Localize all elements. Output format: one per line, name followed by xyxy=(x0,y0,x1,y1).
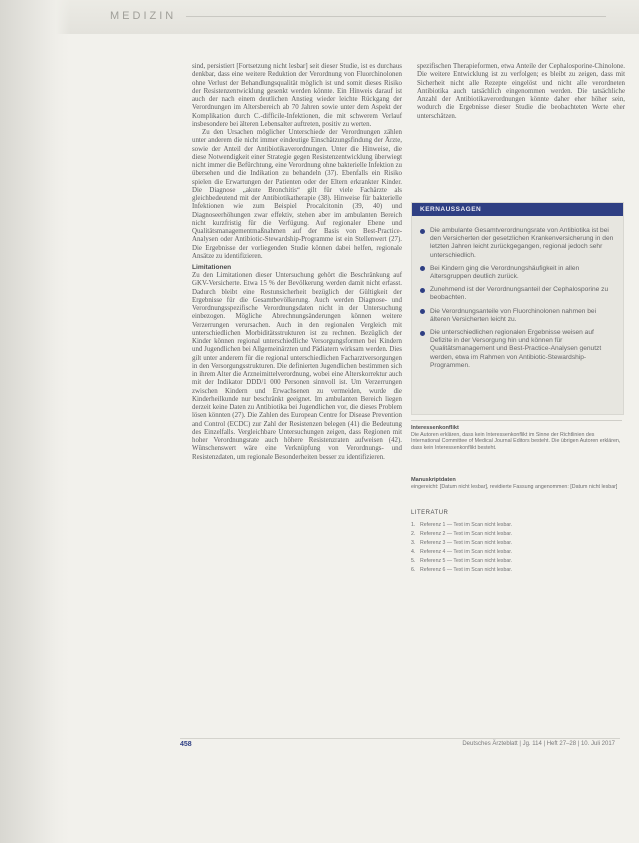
manuscript-text: eingereicht: [Datum nicht lesbar], revidierte Fassung angenommen: [Datum nicht lesbar] xyxy=(411,483,618,490)
literature-item: 2. Referenz 2 — Text im Scan nicht lesbar. xyxy=(411,530,513,537)
key-messages-box xyxy=(411,202,624,415)
key-messages-heading: KERNAUSSAGEN xyxy=(412,203,623,216)
footer-rule xyxy=(180,738,620,739)
body-paragraph-3: Zu den Limitationen dieser Untersuchung gehört die Beschränkung auf GKV-Versicherte. Etwa 15 % der Bevölkerung werden damit nicht erfasst. Dadurch bleibt eine Restunsicherheit bezüglich der Gültigkeit der Ergebnisse für die Gesamtbevölkerung. Auch werden Diagnose- und Verordnungsspezifische Verordnungsdaten nicht in der Untersuchung einbezogen. Mögliche Abrechnungsänderungen können weitere Verzerrungen verursachen. Auch in den regionalen Vergleich mit unterschiedlichen Morbiditätsstrukturen ist zu rechnen. Bezüglich der Kinder können regional unterschiedliche Versorgungsformen bei Kindern und Jugendlichen bei Allgemeinärzten und Pädiatern wirksam werden. Dies gilt unter anderem für die regional unterschiedlichen Facharztversorgungen in den Versorgungsstrukturen. Die definierten Jugendlichen bestimmen sich in ihrem Alter die Arzneimittelverordnung, wobei eine Alterskorrektur auch mit der Indikator DDD/1 000 Personen sinnvoll ist. Um Verzerrungen zwischen Kindern und Erwachsenen zu vermeiden, wurde die Kinderheilkunde nur beschränkt geeignet. Im ambulanten Bereich liegen derzeit keine Daten zu Antibiotika bei Jugendlichen vor, die dieses Problem lösen könnten (27). Die Zahlen des European Centre for Disease Prevention and Control (ECDC) zur Zahl der Resistenzen belegen (41) die Bedeutung des Einzelfalls. Vergleichbare Untersuchungen zeigen, dass Regionen mit hoher Verordnungsrate auch höhere Resistenzraten aufweisen (42). Wünschenswert wäre eine Verknüpfung von Verordnungs- und Resistenzdaten, um regionale Besonderheiten besser zu identifizieren. xyxy=(192,272,402,461)
key-message-item: Die Verordnungsanteile von Fluorchinolonen nahmen bei älteren Versicherten leicht zu. xyxy=(420,308,616,324)
key-message-item: Die unterschiedlichen regionalen Ergebnisse weisen auf Defizite in der Versorgung hin und können für Qualitätsmanagement und Best-Practice-Analysen genutzt werden, etwa im Rahmen von Antibiotic-Stewardship-Programmen. xyxy=(420,329,616,370)
bullet-dot-icon xyxy=(420,288,425,293)
bullet-dot-icon xyxy=(420,266,425,271)
manuscript-data-block xyxy=(411,477,622,490)
bullet-dot-icon xyxy=(420,229,425,234)
left-text-column xyxy=(192,63,402,462)
right-paragraph-1: spezifischen Therapieformen, etwa Anteile der Cephalosporine-Chinolone. Die weitere Entwicklung ist zu verfolgen; es bleibt zu zeigen, dass mit Sicherheit nicht alle Rezepte eingelöst und nicht alle verordneten Antibiotika auch tatsächlich eingenommen werden. Die tatsächliche Anzahl der Antibiotikaverordnungen könnte daher eher höher sein, wodurch die Ergebnisse dieser Studie die beobachteten Werte eher unterschätzen. xyxy=(417,63,625,120)
key-message-item: Die ambulante Gesamtverordnungsrate von Antibiotika ist bei den Versicherten der gesetzlichen Krankenversicherung in den letzten Jahren leicht zurückgegangen, regional jedoch sehr unterschiedlich. xyxy=(420,227,616,260)
manuscript-heading: Manuskriptdaten xyxy=(411,477,456,483)
key-messages-list xyxy=(420,227,616,375)
conflict-heading: Interessenkonflikt xyxy=(411,425,459,431)
page-header-band xyxy=(0,0,639,34)
literature-list xyxy=(411,522,620,575)
literature-item: 1. Referenz 1 — Text im Scan nicht lesbar. xyxy=(411,522,513,528)
book-spine-shadow xyxy=(0,0,70,843)
key-message-item: Bei Kindern ging die Verordnungshäufigkeit in allen Altersgruppen deutlich zurück. xyxy=(420,265,616,281)
section-label: MEDIZIN xyxy=(110,10,177,22)
key-message-item: Zunehmend ist der Verordnungsanteil der Cephalosporine zu beobachten. xyxy=(420,286,616,302)
literature-item: 6. Referenz 6 — Text im Scan nicht lesbar. xyxy=(411,566,513,573)
literature-item: 5. Referenz 5 — Text im Scan nicht lesbar. xyxy=(411,557,513,564)
right-text-column xyxy=(417,63,625,121)
journal-reference: Deutsches Ärzteblatt | Jg. 114 | Heft 27–28 | 10. Juli 2017 xyxy=(462,741,615,747)
divider xyxy=(411,420,622,421)
literature-item: 4. Referenz 4 — Text im Scan nicht lesbar. xyxy=(411,548,513,555)
literature-heading: LITERATUR xyxy=(411,510,449,516)
literature-item: 3. Referenz 3 — Text im Scan nicht lesbar. xyxy=(411,539,513,546)
bullet-dot-icon xyxy=(420,309,425,314)
body-paragraph-1: sind, persistiert [Fortsetzung nicht lesbar] seit dieser Studie, ist es durchaus denkbar, dass eine weitere Reduktion der Verordnung von Fluorchinolonen ohne Verlust der Behandlungsqualität möglich ist und somit dieses Risiko der Resistenzentwicklung gesenkt werden könnte. Ein Hinweis darauf ist auch der nach einem deutlichen Anstieg wieder leichte Rückgang der Verordnungen im Altersbereich ab 70 Jahren sowie unter dem Aspekt der Komplikation durch C.-difficile-Infektionen, die mit schwerem Verlauf insbesondere bei älteren Lebensalter auftreten, positiv zu werten. xyxy=(192,63,402,128)
limitations-heading: Limitationen xyxy=(192,264,232,271)
conflict-text: Die Autoren erklären, dass kein Interessenkonflikt im Sinne der Richtlinien des International Committee of Medical Journal Editors besteht. Die übrigen Autoren erklären, dass kein Interessenkonflikt besteht. xyxy=(411,431,621,451)
conflict-of-interest-block xyxy=(411,425,622,451)
bullet-dot-icon xyxy=(420,331,425,336)
body-paragraph-2: Zu den Ursachen möglicher Unterschiede der Verordnungen zählen unter anderem die nicht immer eindeutige Einschätzungsfindung der Ärzte, sowie der Anteil der Antibiotikaverordnungen. Unter die Hinweise, die diese Notwendigkeit einer Strategie gegen Resistenzentwicklung überwiegt nicht immer die Befürchtung, eine Verordnung ohne bakterielle Infektion zu übersehen und die Indikation zu behandeln (37). Ebenfalls ein Risiko spielen die Erwartungen der Patienten oder der Eltern erkrankter Kinder. Die Diagnose „akute Bronchitis“ gilt für viele Fachärzte als gleichbedeutend mit der Antibiotikatherapie (38). Hinweise für bakterielle Infektionen wie zum Beispiel Procalcitonin (39, 40) und Diagnoseerhöhungen zwar effektiv, stehen aber im ambulanten Bereich nicht kurzfristig für die Verfügung. Auf regionaler Ebene und Qualitätsmanagementmaßnahmen auf der Basis von Best-Practice-Analysen oder Antibiotic-Stewardship-Programme ist ein Stellenwert (27). Die Ergebnisse der vorliegenden Studie können dabei helfen, regionale Ansätze zu identifizieren. xyxy=(192,129,402,260)
page-number: 458 xyxy=(180,741,192,748)
header-rule xyxy=(186,16,606,17)
